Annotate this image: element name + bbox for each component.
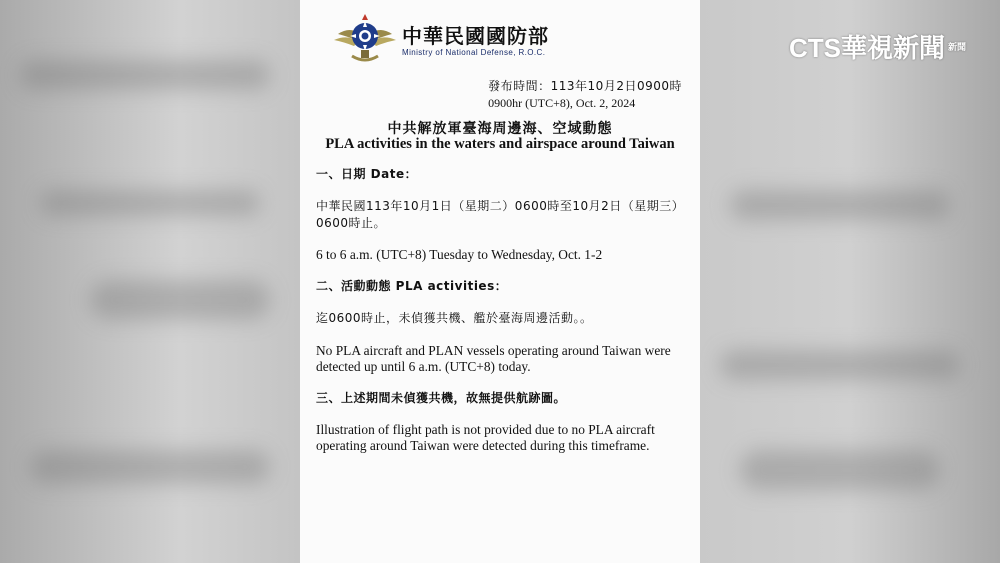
press-release-document (300, 0, 700, 563)
mnd-emblem-icon (332, 12, 398, 68)
background-blur-shape (20, 60, 270, 90)
section-flight-path-en: Illustration of flight path is not provided due to no PLA aircraft operating around Taiwan were detected during this timeframe. (316, 422, 655, 453)
document-header (332, 12, 549, 68)
background-blur-shape (30, 450, 270, 484)
release-time-zh: 發布時間：113年10月2日0900時 (488, 79, 682, 93)
organization-name-en: Ministry of National Defense, R.O.C. (402, 47, 546, 57)
organization-name (402, 24, 549, 57)
release-time-en: 0900hr (UTC+8), Oct. 2, 2024 (488, 96, 636, 110)
background-blur-shape (40, 190, 260, 216)
section-date-en: 6 to 6 a.m. (UTC+8) Tuesday to Wednesday, Oct. 1-2 (316, 247, 603, 262)
broadcaster-logo-sub: 新聞 (948, 41, 967, 52)
section-flight-path-heading: 三、上述期間未偵獲共機，故無提供航跡圖。 (316, 391, 567, 405)
section-activities-en: No PLA aircraft and PLAN vessels operating around Taiwan were detected up until 6 a.m. (UTC+8) today. (316, 343, 671, 374)
broadcaster-logo-main: CTS華視新聞 (788, 33, 945, 63)
section-date-zh: 中華民國113年10月1日（星期二）0600時至10月2日（星期三）0600時止。 (316, 199, 685, 230)
document-title-en: PLA activities in the waters and airspace around Taiwan (325, 136, 675, 152)
release-time (488, 78, 682, 112)
broadcaster-logo (789, 28, 968, 65)
background-blur-shape (720, 350, 960, 380)
background-blur-shape (90, 280, 270, 320)
background-blur-shape (740, 450, 940, 490)
background-blur-shape (730, 190, 950, 220)
section-activities-zh: 迄0600時止，未偵獲共機、艦於臺海周邊活動。。 (316, 311, 593, 325)
section-activities-heading: 二、活動動態 PLA activities： (316, 279, 508, 293)
organization-name-zh: 中華民國國防部 (402, 23, 549, 48)
section-date-heading: 一、日期 Date： (316, 167, 418, 181)
document-title-zh: 中共解放軍臺海周邊海、空域動態 (387, 121, 613, 137)
